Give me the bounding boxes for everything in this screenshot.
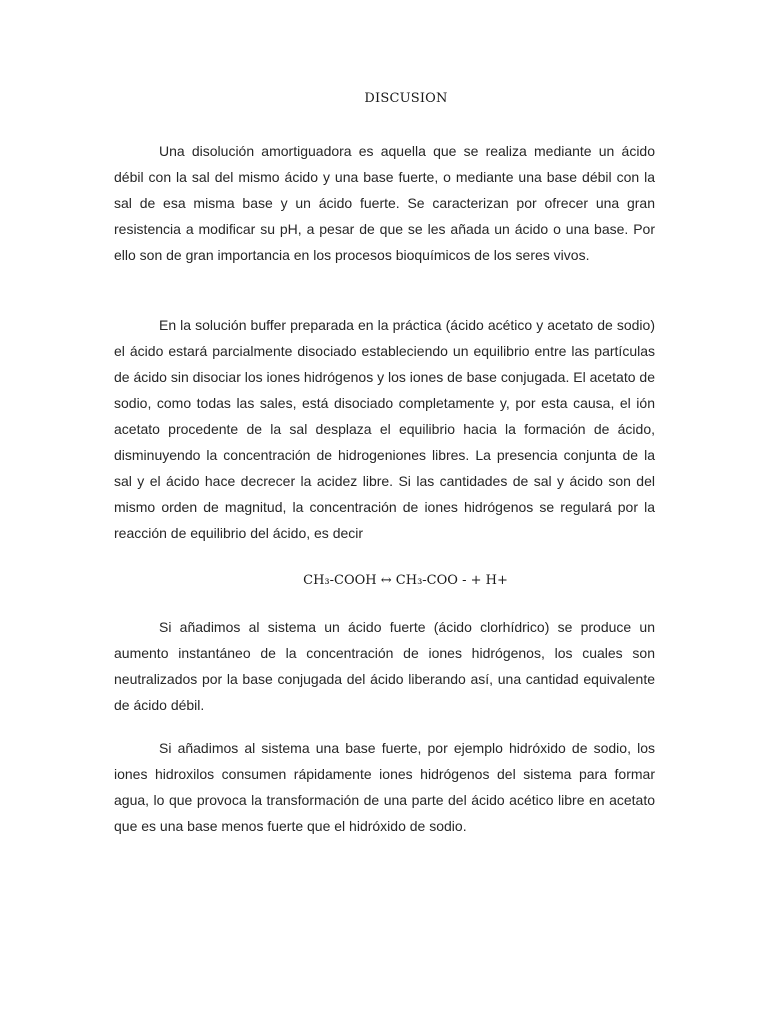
paragraph-strong-acid: Si añadimos al sistema un ácido fuerte (ácido clorhídrico) se produce un aumento instantáneo de la concentración de iones hidrógenos, los cuales son neutralizados por la base conjugada del ácido liberando así, una cantidad equivalente de ácido débil. <box>114 619 655 713</box>
paragraph-buffer-solution: En la solución buffer preparada en la práctica (ácido acético y acetato de sodio) el ácido estará parcialmente disociado estableciendo un equilibrio entre las partículas de ácido sin disociar los iones hidrógenos y los iones de base conjugada. El acetato de sodio, como todas las sales, está disociado completamente y, por esta causa, el ión acetato procedente de la sal desplaza el equilibrio hacia la formación de ácido, disminuyendo la concentración de hidrogeniones libres. La presencia conjunta de la sal y el ácido hace decrecer la acidez libre. Si las cantidades de sal y ácido son del mismo orden de magnitud, la concentración de iones hidrógenos se regulará por la reacción de equilibrio del ácido, es decir <box>114 317 655 541</box>
chemical-equation: CH₃-COOH ↔ CH₃-COO - + H+ <box>303 573 508 588</box>
page-title: DISCUSION <box>364 91 448 106</box>
paragraph-intro: Una disolución amortiguadora es aquella que se realiza mediante un ácido débil con la sal del mismo ácido y una base fuerte, o mediante una base débil con la sal de esa misma base y un ácido fuerte. Se caracterizan por ofrecer una gran resistencia a modificar su pH, a pesar de que se les añada un ácido o una base. Por ello son de gran importancia en los procesos bioquímicos de los seres vivos. <box>114 143 655 263</box>
paragraph-strong-base: Si añadimos al sistema una base fuerte, por ejemplo hidróxido de sodio, los iones hidroxilos consumen rápidamente iones hidrógenos del sistema para formar agua, lo que provoca la transformación de una parte del ácido acético libre en acetato que es una base menos fuerte que el hidróxido de sodio. <box>114 740 655 834</box>
